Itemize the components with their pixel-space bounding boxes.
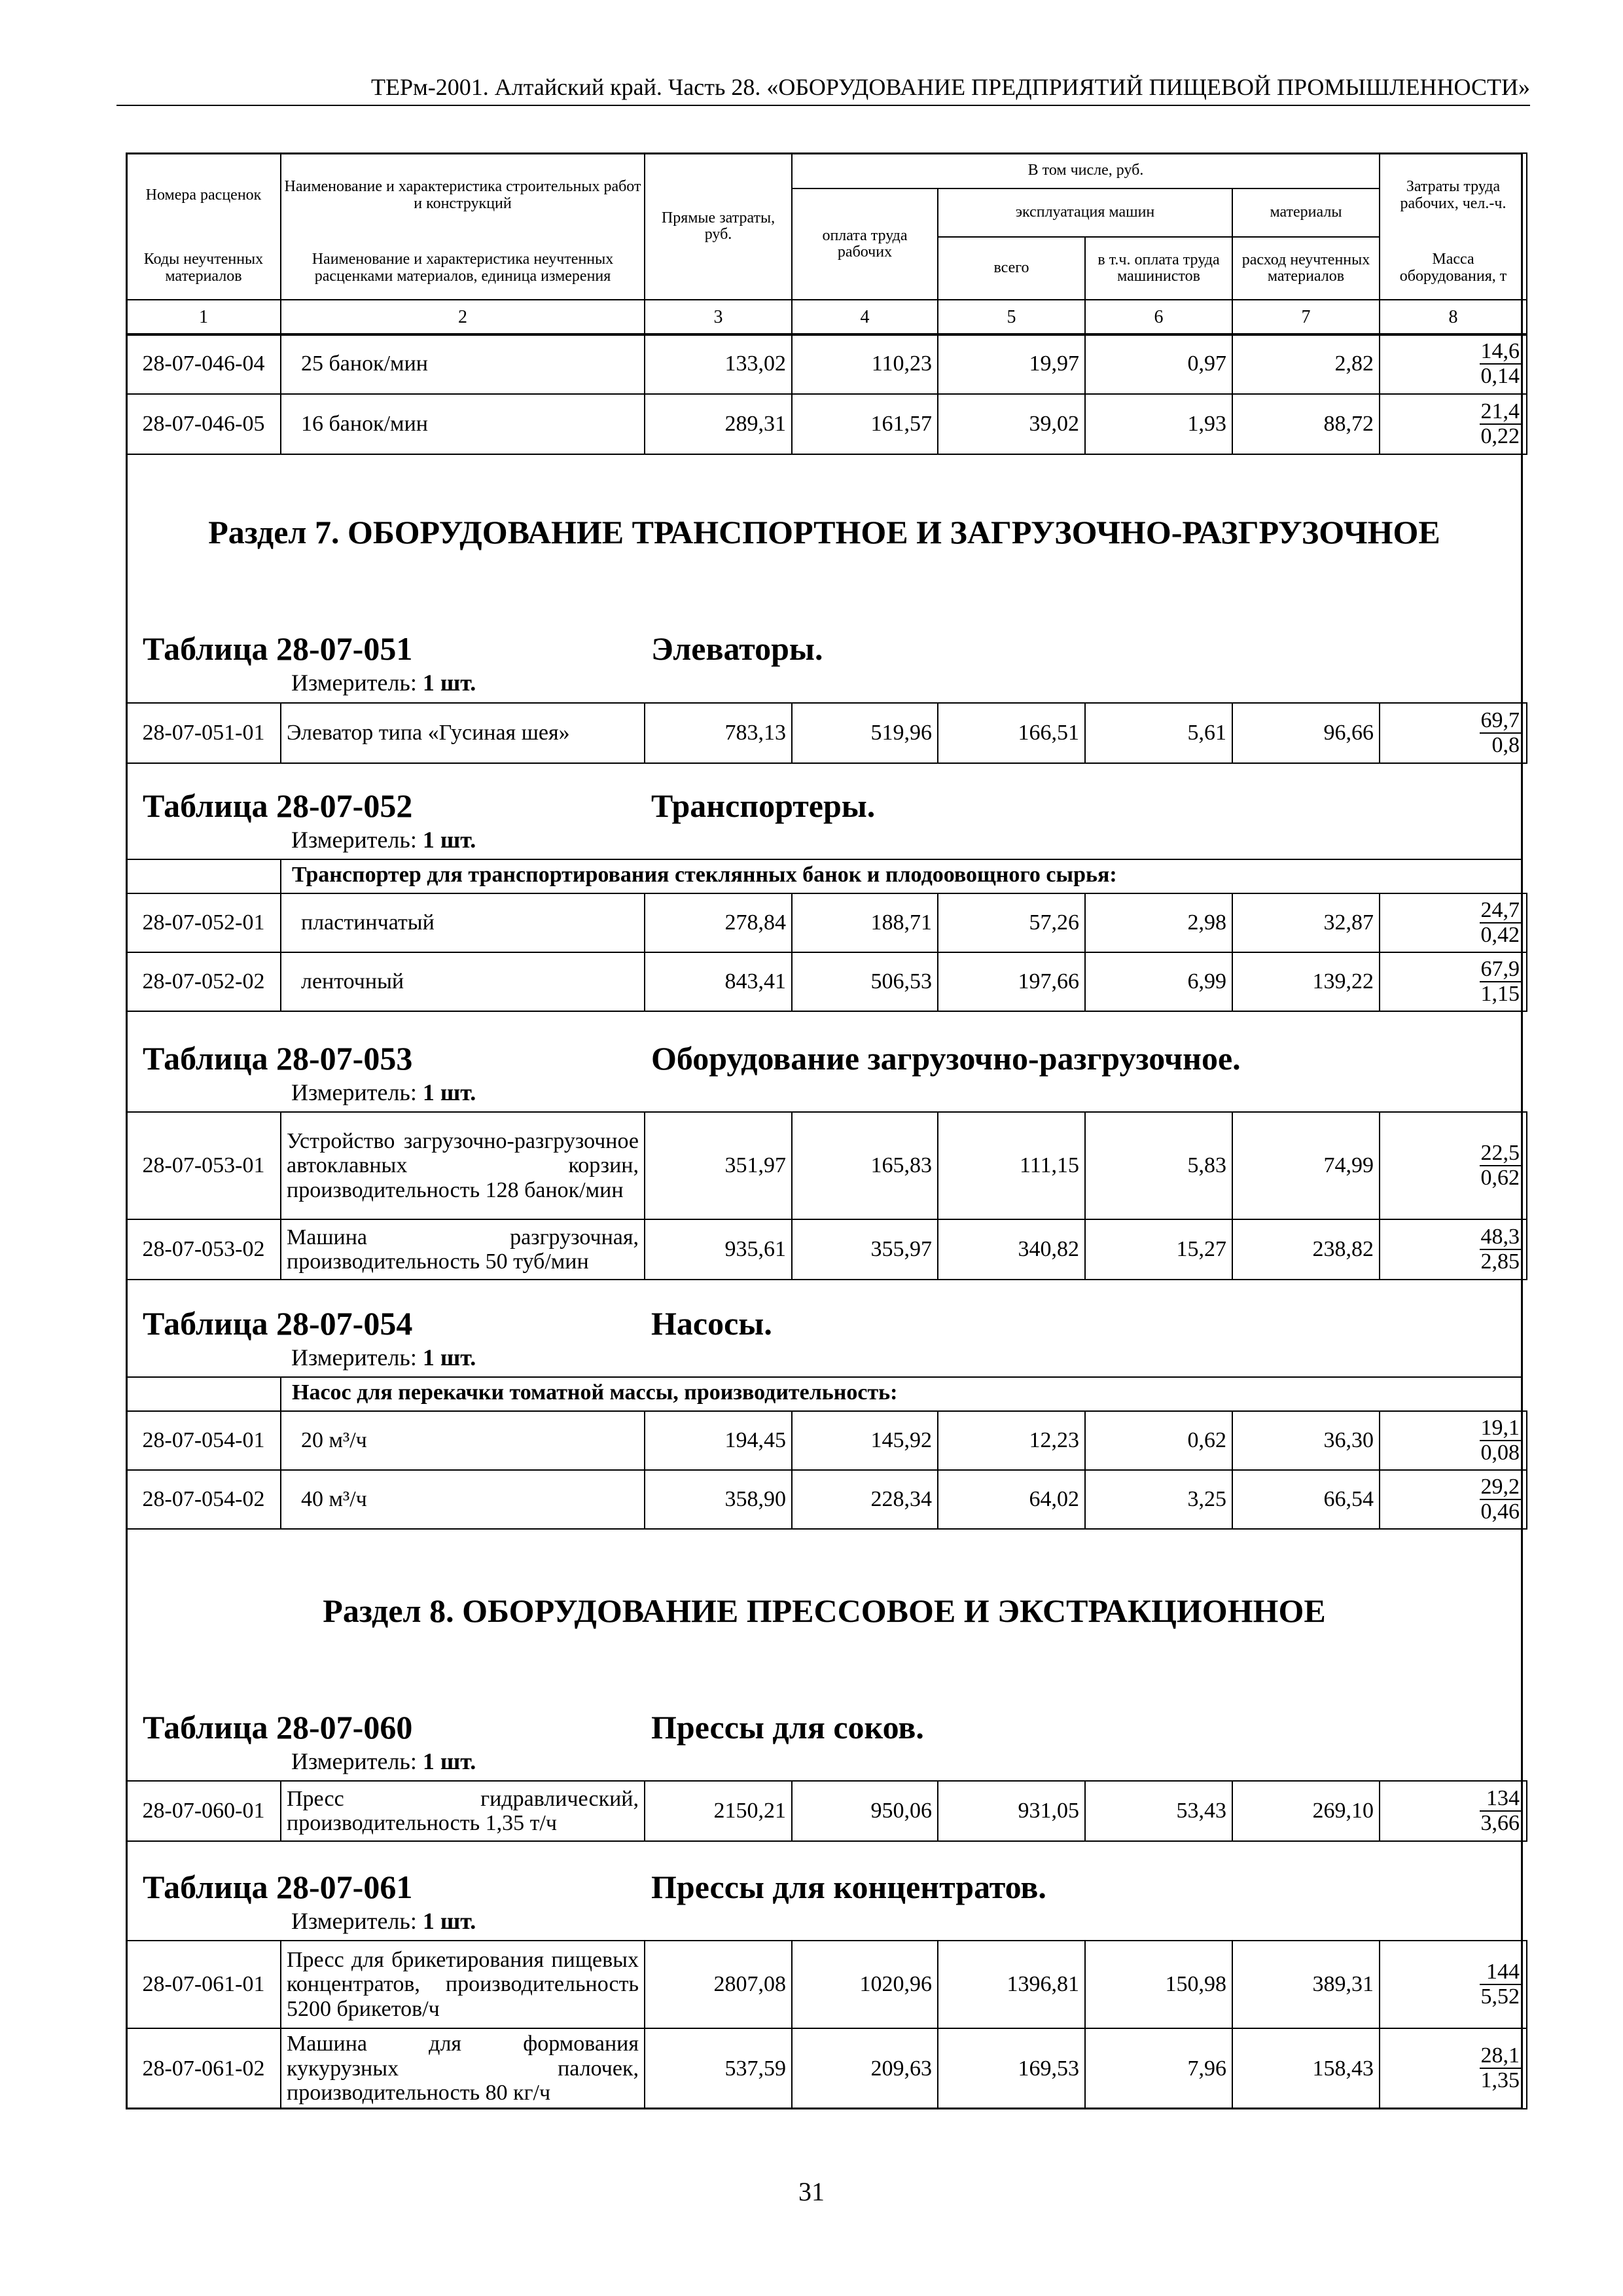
row-code: 28-07-054-02 (126, 1470, 281, 1529)
table-052 (126, 893, 1527, 1012)
table-061-name: Прессы для концентратов. (651, 1869, 1046, 1905)
measure-unit: 1 шт. (422, 827, 476, 853)
row-name: 16 банок/мин (281, 394, 645, 454)
row-labor-hours: 28,1 (1480, 2043, 1520, 2068)
row-direct: 289,31 (645, 394, 792, 454)
row-code: 28-07-054-01 (126, 1411, 281, 1470)
row-machines: 12,23 (938, 1411, 1085, 1470)
row-name: Элеватор типа «Гусиная шея» (281, 703, 645, 763)
row-labor-mass (1380, 952, 1527, 1011)
measure-label: Измеритель: (291, 1079, 417, 1105)
table-row (126, 893, 1527, 952)
row-machines: 197,66 (938, 952, 1085, 1011)
row-materials: 74,99 (1232, 1112, 1380, 1219)
measure-label: Измеритель: (291, 1344, 417, 1371)
row-operators: 150,98 (1085, 1941, 1232, 2028)
header-codes: Номера расценок (126, 153, 281, 237)
table-053-name: Оборудование загрузочно-разгрузочное. (651, 1040, 1241, 1077)
header-mass: Масса оборудования, т (1380, 237, 1527, 300)
section-7-title: Раздел 7. ОБОРУДОВАНИЕ ТРАНСПОРТНОЕ И ЗАГРУЗОЧНО-РАЗГРУЗОЧНОЕ (208, 514, 1440, 550)
row-labor: 188,71 (792, 893, 938, 952)
row-materials: 269,10 (1232, 1781, 1380, 1841)
header-group: В том числе, руб. (792, 153, 1380, 188)
header-labor-hours: Затраты труда рабочих, чел.-ч. (1380, 153, 1527, 237)
header-material-names: Наименование и характеристика неучтенных расценками материалов, единица измерения (281, 237, 645, 300)
row-machines: 166,51 (938, 703, 1085, 763)
col-number: 3 (645, 300, 792, 335)
row-name: Машина разгрузочная, производительность 50 туб/мин (281, 1219, 645, 1280)
row-mass: 0,8 (1491, 732, 1520, 757)
table-052-subheading-row (126, 859, 1523, 893)
row-labor-mass (1380, 2028, 1527, 2109)
row-machines: 39,02 (938, 394, 1085, 454)
row-labor-hours: 29,2 (1480, 1474, 1520, 1499)
table-053 (126, 1111, 1527, 1280)
row-direct: 133,02 (645, 334, 792, 394)
row-labor: 165,83 (792, 1112, 938, 1219)
row-direct: 278,84 (645, 893, 792, 952)
row-code: 28-07-061-01 (126, 1941, 281, 2028)
row-operators: 5,83 (1085, 1112, 1232, 1219)
row-labor-hours: 22,5 (1480, 1140, 1520, 1165)
row-materials: 66,54 (1232, 1470, 1380, 1529)
header-unaccounted: расход неучтенных материалов (1232, 237, 1380, 300)
col-number: 4 (792, 300, 938, 335)
row-code: 28-07-053-02 (126, 1219, 281, 1280)
measure-unit: 1 шт. (422, 1344, 476, 1371)
table-row (126, 1411, 1527, 1470)
row-labor-hours: 19,1 (1480, 1415, 1520, 1440)
row-labor-mass (1380, 703, 1527, 763)
rows-top (126, 333, 1527, 455)
row-code: 28-07-052-02 (126, 952, 281, 1011)
row-labor-mass (1380, 1470, 1527, 1529)
row-operators: 3,25 (1085, 1470, 1232, 1529)
row-operators: 53,43 (1085, 1781, 1232, 1841)
row-labor-hours: 14,6 (1480, 338, 1520, 363)
row-code: 28-07-053-01 (126, 1112, 281, 1219)
row-machines: 19,97 (938, 334, 1085, 394)
table-053-title: Таблица 28-07-053 (143, 1040, 413, 1077)
col-number: 8 (1380, 300, 1527, 335)
measure-label: Измеритель: (291, 1748, 417, 1774)
col-number: 6 (1085, 300, 1232, 335)
table-061 (126, 1940, 1527, 2109)
row-mass: 0,62 (1480, 1165, 1520, 1190)
row-labor: 145,92 (792, 1411, 938, 1470)
row-machines: 111,15 (938, 1112, 1085, 1219)
row-labor-hours: 24,7 (1480, 897, 1520, 922)
table-row (126, 1219, 1527, 1280)
row-direct: 843,41 (645, 952, 792, 1011)
row-direct: 194,45 (645, 1411, 792, 1470)
measure-unit: 1 шт. (422, 1908, 476, 1934)
table-row (126, 334, 1527, 394)
row-name: пластинчатый (281, 893, 645, 952)
table-052-subheading: Транспортер для транспортирования стеклянных банок и плодоовощного сырья: (292, 863, 1117, 887)
row-operators: 2,98 (1085, 893, 1232, 952)
table-051 (126, 702, 1527, 764)
table-row (126, 2028, 1527, 2109)
row-labor: 161,57 (792, 394, 938, 454)
table-053-measure (291, 1079, 476, 1106)
col-number: 5 (938, 300, 1085, 335)
row-mass: 0,22 (1480, 423, 1520, 448)
table-row (126, 1112, 1527, 1219)
running-header: ТЕРм-2001. Алтайский край. Часть 28. «ОБОРУДОВАНИЕ ПРЕДПРИЯТИЙ ПИЩЕВОЙ ПРОМЫШЛЕННОСТИ» (371, 74, 1530, 100)
row-labor-mass (1380, 394, 1527, 454)
header-direct: Прямые затраты, руб. (645, 153, 792, 300)
row-mass: 1,35 (1480, 2068, 1520, 2093)
header-operators: в т.ч. оплата труда машинистов (1085, 237, 1232, 300)
measure-unit: 1 шт. (422, 1079, 476, 1105)
row-machines: 1396,81 (938, 1941, 1085, 2028)
measure-unit: 1 шт. (422, 1748, 476, 1774)
row-operators: 0,97 (1085, 334, 1232, 394)
row-mass: 0,42 (1480, 922, 1520, 947)
table-061-measure (291, 1907, 476, 1935)
row-operators: 6,99 (1085, 952, 1232, 1011)
row-operators: 0,62 (1085, 1411, 1232, 1470)
row-labor: 209,63 (792, 2028, 938, 2109)
row-labor-hours: 21,4 (1480, 399, 1520, 423)
row-direct: 2807,08 (645, 1941, 792, 2028)
row-direct: 2150,21 (645, 1781, 792, 1841)
row-code: 28-07-060-01 (126, 1781, 281, 1841)
row-labor-mass (1380, 893, 1527, 952)
header-labor: оплата труда рабочих (792, 188, 938, 300)
table-row (126, 1470, 1527, 1529)
row-materials: 139,22 (1232, 952, 1380, 1011)
row-code: 28-07-052-01 (126, 893, 281, 952)
row-materials: 88,72 (1232, 394, 1380, 454)
measure-label: Измеритель: (291, 827, 417, 853)
header-name: Наименование и характеристика строительных работ и конструкций (281, 153, 645, 237)
row-mass: 0,08 (1480, 1440, 1520, 1465)
col-number: 2 (281, 300, 645, 335)
row-labor-hours: 134 (1480, 1787, 1522, 1812)
row-machines: 57,26 (938, 893, 1085, 952)
table-row (126, 1781, 1527, 1841)
table-052-title: Таблица 28-07-052 (143, 787, 413, 824)
row-labor: 506,53 (792, 952, 938, 1011)
row-labor: 1020,96 (792, 1941, 938, 2028)
col-number: 7 (1232, 300, 1380, 335)
table-060-title: Таблица 28-07-060 (143, 1709, 413, 1746)
row-labor-mass (1380, 1781, 1527, 1841)
row-labor-mass (1380, 1112, 1527, 1219)
table-051-title: Таблица 28-07-051 (143, 630, 413, 667)
row-direct: 351,97 (645, 1112, 792, 1219)
row-operators: 15,27 (1085, 1219, 1232, 1280)
measure-label: Измеритель: (291, 1908, 417, 1934)
row-materials: 389,31 (1232, 1941, 1380, 2028)
table-052-name: Транспортеры. (651, 787, 876, 824)
row-mass: 2,85 (1480, 1249, 1520, 1274)
row-code: 28-07-051-01 (126, 703, 281, 763)
row-direct: 358,90 (645, 1470, 792, 1529)
row-machines: 931,05 (938, 1781, 1085, 1841)
row-operators: 5,61 (1085, 703, 1232, 763)
table-060 (126, 1780, 1527, 1842)
row-materials: 36,30 (1232, 1411, 1380, 1470)
section-8-title: Раздел 8. ОБОРУДОВАНИЕ ПРЕССОВОЕ И ЭКСТРАКЦИОННОЕ (323, 1592, 1326, 1629)
table-row (126, 394, 1527, 454)
row-labor-hours: 48,3 (1480, 1224, 1520, 1249)
measure-label: Измеритель: (291, 670, 417, 696)
row-labor: 355,97 (792, 1219, 938, 1280)
row-labor-hours: 69,7 (1480, 708, 1520, 732)
row-code: 28-07-046-04 (126, 334, 281, 394)
row-materials: 238,82 (1232, 1219, 1380, 1280)
table-row (126, 1941, 1527, 2028)
row-mass: 0,46 (1480, 1499, 1520, 1524)
row-code: 28-07-046-05 (126, 394, 281, 454)
row-labor: 228,34 (792, 1470, 938, 1529)
row-labor: 519,96 (792, 703, 938, 763)
table-052-measure (291, 826, 476, 853)
header-machines-total: всего (938, 237, 1085, 300)
row-direct: 537,59 (645, 2028, 792, 2109)
row-materials: 2,82 (1232, 334, 1380, 394)
table-060-name: Прессы для соков. (651, 1709, 924, 1746)
row-labor: 950,06 (792, 1781, 938, 1841)
row-name: 25 банок/мин (281, 334, 645, 394)
table-054-name: Насосы. (651, 1305, 772, 1342)
column-header (126, 152, 1527, 336)
row-name: 20 м³/ч (281, 1411, 645, 1470)
row-materials: 32,87 (1232, 893, 1380, 952)
row-mass: 1,15 (1480, 981, 1520, 1006)
table-060-measure (291, 1748, 476, 1775)
row-name: Пресс для брикетирования пищевых концентратов, производительность 5200 брикетов/ч (281, 1941, 645, 2028)
row-operators: 1,93 (1085, 394, 1232, 454)
table-051-name: Элеваторы. (651, 630, 823, 667)
row-name: Устройство загрузочно-разгрузочное автоклавных корзин, производительность 128 банок/мин (281, 1112, 645, 1219)
table-054-subheading-row (126, 1376, 1523, 1410)
table-054-title: Таблица 28-07-054 (143, 1305, 413, 1342)
row-direct: 783,13 (645, 703, 792, 763)
row-labor-mass (1380, 1219, 1527, 1280)
header-machines: эксплуатация машин (938, 188, 1232, 237)
row-name: Пресс гидравлический, производительность 1,35 т/ч (281, 1781, 645, 1841)
table-054 (126, 1410, 1527, 1530)
row-labor-mass (1380, 1411, 1527, 1470)
row-mass: 0,14 (1480, 363, 1520, 388)
row-name: 40 м³/ч (281, 1470, 645, 1529)
col-number: 1 (126, 300, 281, 335)
row-materials: 158,43 (1232, 2028, 1380, 2109)
row-materials: 96,66 (1232, 703, 1380, 763)
row-name: Машина для формования кукурузных палочек, производительность 80 кг/ч (281, 2028, 645, 2109)
row-labor-mass (1380, 334, 1527, 394)
row-machines: 169,53 (938, 2028, 1085, 2109)
header-rule (116, 105, 1530, 106)
row-name: ленточный (281, 952, 645, 1011)
table-row (126, 703, 1527, 763)
row-machines: 64,02 (938, 1470, 1085, 1529)
table-054-measure (291, 1344, 476, 1371)
row-direct: 935,61 (645, 1219, 792, 1280)
row-machines: 340,82 (938, 1219, 1085, 1280)
page-number: 31 (798, 2177, 825, 2206)
row-labor-hours: 144 (1480, 1960, 1522, 1985)
row-labor: 110,23 (792, 334, 938, 394)
row-labor-hours: 67,9 (1480, 956, 1520, 981)
row-labor-mass (1380, 1941, 1527, 2028)
header-material-codes: Коды неучтенных материалов (126, 237, 281, 300)
row-operators: 7,96 (1085, 2028, 1232, 2109)
measure-unit: 1 шт. (422, 670, 476, 696)
row-code: 28-07-061-02 (126, 2028, 281, 2109)
header-materials: материалы (1232, 188, 1380, 237)
table-054-subheading: Насос для перекачки томатной массы, производительность: (292, 1380, 898, 1405)
row-mass: 5,52 (1480, 1984, 1520, 2009)
table-row (126, 952, 1527, 1011)
table-061-title: Таблица 28-07-061 (143, 1869, 413, 1905)
table-051-measure (291, 669, 476, 696)
row-mass: 3,66 (1480, 1810, 1520, 1835)
